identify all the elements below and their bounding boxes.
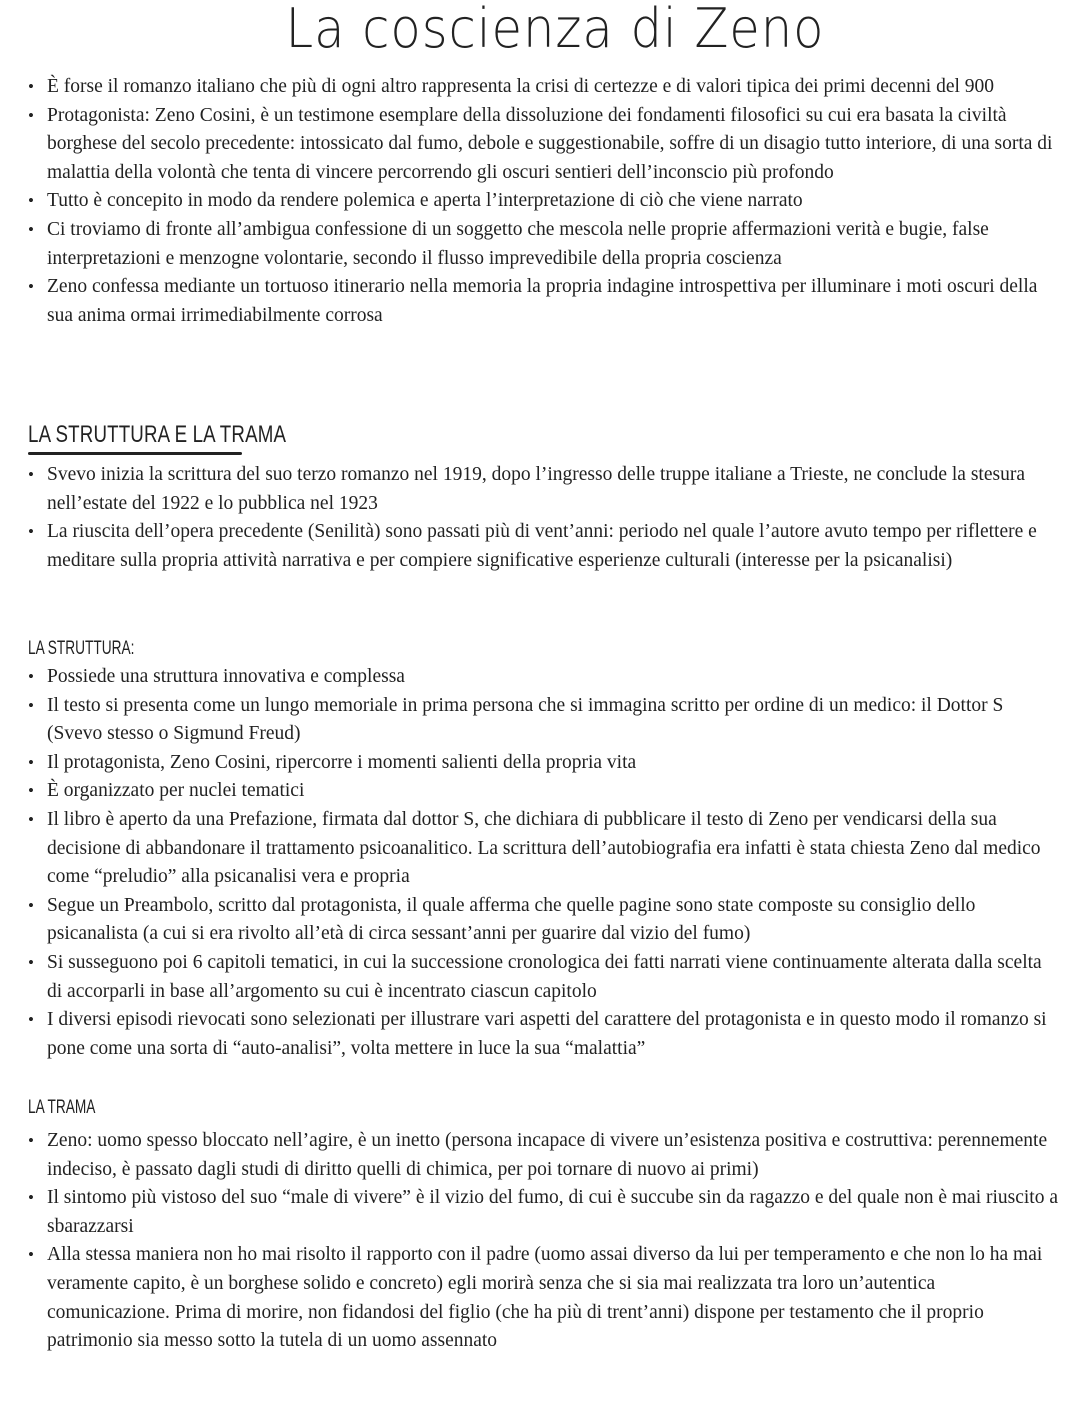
section-heading-struttura: LA STRUTTURA: — [28, 638, 135, 659]
list-item: • I diversi episodi rievocati sono selezionati per illustrare vari aspetti del carattere del protagonista e in questo modo il romanzo si pone come una sorta di “auto-analisi”, volta mettere in luce la sua “malattia” — [28, 1006, 1058, 1063]
list-item: • Tutto è concepito in modo da rendere polemica e aperta l’interpretazione di ciò che viene narrato — [28, 187, 1058, 216]
list-item: • Possiede una struttura innovativa e complessa — [28, 663, 1058, 692]
list-item: • Alla stessa maniera non ho mai risolto il rapporto con il padre (uomo assai diverso da lui per temperamento e che non lo ha mai veramente capito, è un borghese solido e concreto) egli morirà senza che si sia mai realizzata tra loro un’autentica comunicazione. Prima di morire, non fidandosi del figlio (che ha più di trent’anni) dispone per testamento che il proprio patrimonio sia messo sotto la tutela di un uomo assennato — [28, 1241, 1058, 1355]
section-heading-struttura-trama: LA STRUTTURA E LA TRAMA — [28, 421, 287, 448]
list-item: • Zeno confessa mediante un tortuoso itinerario nella memoria la propria indagine introspettiva per illuminare i moti oscuri della sua anima ormai irrimediabilmente corrosa — [28, 273, 1058, 330]
list-item: • Il libro è aperto da una Prefazione, firmata dal dottor S, che dichiara di pubblicare il testo di Zeno per vendicarsi della sua decisione di abbandonare il trattamento psicoanalitico. La scrittura dell’autobiografia era infatti è stata chiesta Zeno dal medico come “preludio” alla psicanalisi vera e propria — [28, 806, 1058, 892]
list-item: • Il protagonista, Zeno Cosini, ripercorre i momenti salienti della propria vita — [28, 749, 1058, 778]
list-item: • Svevo inizia la scrittura del suo terzo romanzo nel 1919, dopo l’ingresso delle truppe italiane a Trieste, ne conclude la stesura nell’estate del 1922 e lo pubblica nel 1923 — [28, 461, 1058, 518]
list-item: • Protagonista: Zeno Cosini, è un testimone esemplare della dissoluzione dei fondamenti filosofici su cui era basata la civiltà borghese del secolo precedente: intossicato dal fumo, debole e suggestionabile, soffre di un disagio tutto interiore, di una sorta di malattia della volontà che tenta di vincere percorrendo gli oscuri sentieri dell’inconscio più profondo — [28, 102, 1058, 188]
struttura-list — [28, 663, 1058, 1063]
list-item: • Il testo si presenta come un lungo memoriale in prima persona che si immagina scritto per ordine di un medico: il Dottor S (Svevo stesso o Sigmund Freud) — [28, 692, 1058, 749]
list-item: • Zeno: uomo spesso bloccato nell’agire, è un inetto (persona incapace di vivere un’esistenza positiva e costruttiva: perennemente indeciso, è passato dagli studi di diritto quelli di chimica, per poi tornare di nuovo ai primi) — [28, 1127, 1058, 1184]
section-heading-underline — [28, 452, 242, 455]
list-item: • La riuscita dell’opera precedente (Senilità) sono passati più di vent’anni: periodo nel quale l’autore avuto tempo per riflettere e meditare sulla propria attività narrativa e per compiere significative esperienze culturali (interesse per la psicanalisi) — [28, 518, 1058, 575]
struttura-trama-list — [28, 461, 1058, 575]
section-heading-trama: LA TRAMA — [28, 1097, 96, 1118]
list-item: • Ci troviamo di fronte all’ambigua confessione di un soggetto che mescola nelle proprie affermazioni verità e bugie, false interpretazioni e menzogne volontarie, secondo il flusso imprevedibile della propria coscienza — [28, 216, 1058, 273]
intro-list — [28, 73, 1058, 330]
list-item: • Segue un Preambolo, scritto dal protagonista, il quale afferma che quelle pagine sono state composte su consiglio dello psicanalista (a cui si era rivolto all’età di circa sessant’anni per guarire dal vizio del fumo) — [28, 892, 1058, 949]
list-item: • È organizzato per nuclei tematici — [28, 777, 1058, 806]
trama-list — [28, 1127, 1058, 1356]
list-item: • Si susseguono poi 6 capitoli tematici, in cui la successione cronologica dei fatti narrati viene continuamente alterata dalla scelta di accorparli in base all’argomento su cui è incentrato ciascun capitolo — [28, 949, 1058, 1006]
list-item: • È forse il romanzo italiano che più di ogni altro rappresenta la crisi di certezze e di valori tipica dei primi decenni del 900 — [28, 73, 1058, 102]
page-title: La coscienza di Zeno — [285, 0, 825, 60]
list-item: • Il sintomo più vistoso del suo “male di vivere” è il vizio del fumo, di cui è succube sin da ragazzo e del quale non è mai riuscito a sbarazzarsi — [28, 1184, 1058, 1241]
